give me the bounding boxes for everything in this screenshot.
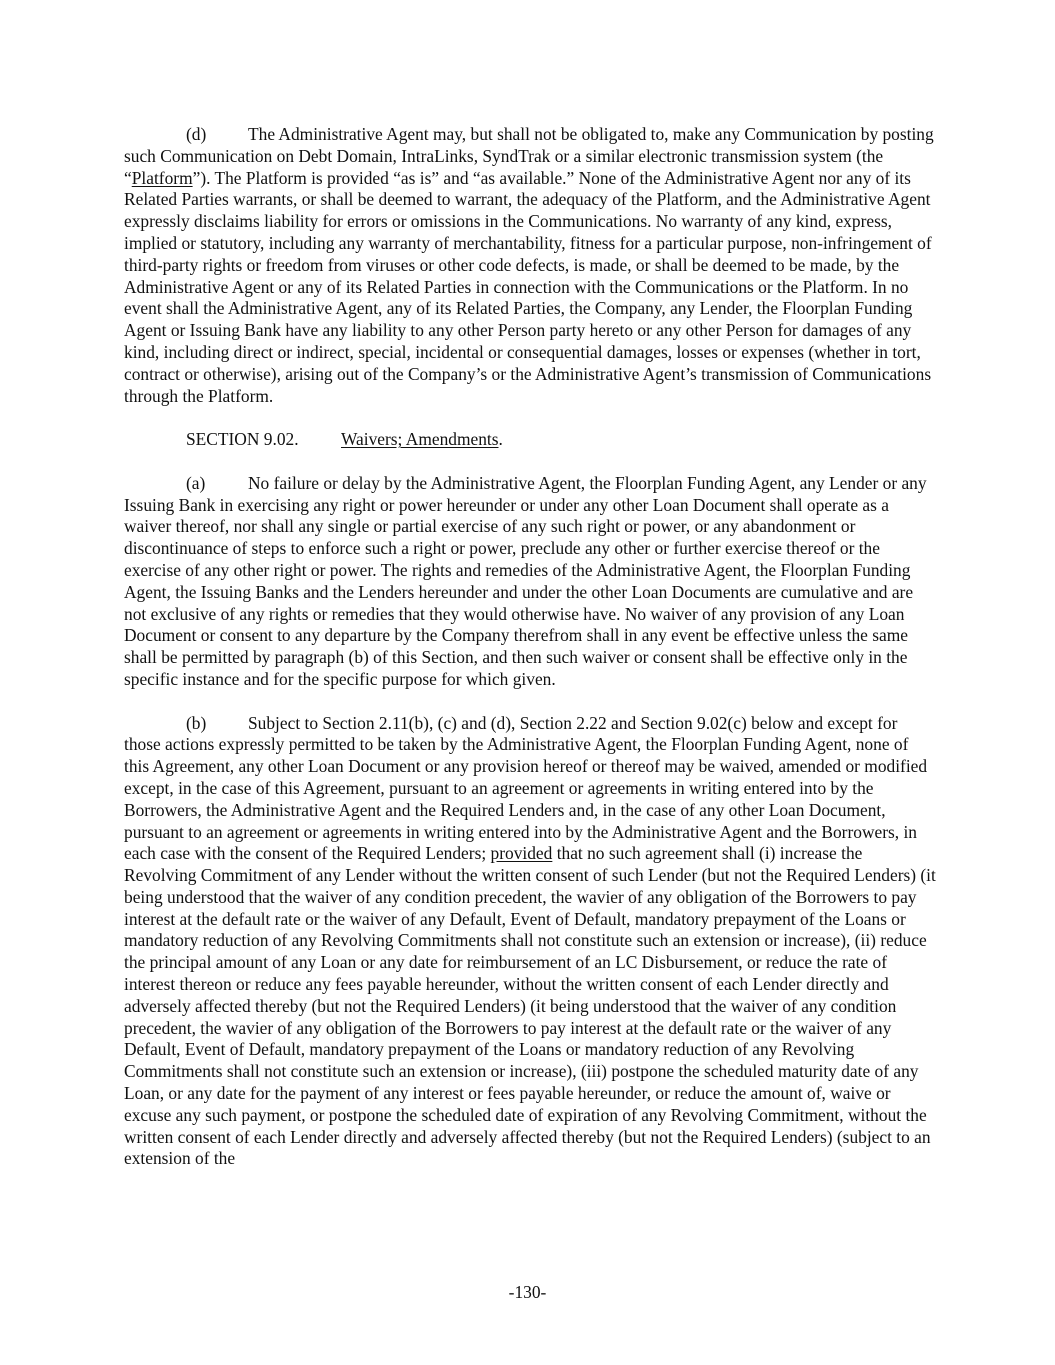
paragraph-a-text: No failure or delay by the Administrative Agent, the Floorplan Funding Agent, any Lender or any Issuing Bank in exercising any right or power hereunder or under any other Loan Document shall operate as a waiver thereof, nor shall any single or partial exercise of any such right or power, or any abandonment or discontinuance of steps to enforce such a right or power, preclude any other or further exercise thereof or the exercise of any other right or power. The rights and remedies of the Administrative Agent, the Floorplan Funding Agent, the Issuing Banks and the Lenders hereunder and under the other Loan Documents are cumulative and are not exclusive of any rights or remedies that they would otherwise have. No waiver of any provision of any Loan Document or consent to any departure by the Company therefrom shall in any event be effective unless the same shall be permitted by paragraph (b) of this Section, and then such waiver or consent shall be effective only in the specific instance and for the specific purpose for which given. <box>124 472 927 689</box>
section-title: Waivers; Amendments <box>341 429 499 450</box>
section-title-period: . <box>498 429 503 450</box>
paragraph-label-a: (a) <box>186 472 206 493</box>
paragraph-b-text-2: that no such agreement shall (i) increase the Revolving Commitment of any Lender without the written consent of such Lender (but not the Required Lenders) (it being understood that the waiver of any condition precedent, the wavier of any obligation of the Borrowers to pay interest at the default rate or the waiver of any Default, Event of Default, mandatory prepayment of the Loans or mandatory reduction of any Revolving Commitments shall not constitute such an extension or increase), (ii) reduce the principal amount of any Loan or any date for reimbursement of an LC Disbursement, or reduce the rate of interest thereon or reduce any fees payable hereunder, without the written consent of each Lender directly and adversely affected thereby (but not the Required Lenders) (it being understood that the waiver of any condition precedent, the wavier of any obligation of the Borrowers to pay interest at the default rate or the waiver of any Default, Event of Default, mandatory prepayment of the Loans or mandatory reduction of any Revolving Commitments shall not constitute such an extension or increase), (iii) postpone the scheduled maturity date of any Loan, or any date for the payment of any interest or fees payable hereunder, or reduce the amount of, waive or excuse any such payment, or postpone the scheduled date of expiration of any Revolving Commitment, without the written consent of each Lender directly and adversely affected thereby (but not the Required Lenders) (subject to an extension of the <box>124 843 936 1169</box>
paragraph-label-d: (d) <box>186 124 207 144</box>
paragraph-d <box>124 124 936 407</box>
defined-term-provided: provided <box>490 843 553 864</box>
section-heading <box>124 429 936 451</box>
paragraph-b <box>124 713 936 1171</box>
paragraph-label-b: (b) <box>186 712 207 733</box>
page-number: -130- <box>508 1282 547 1302</box>
paragraph-b-text-1: Subject to Section 2.11(b), (c) and (d), Section 2.22 and Section 9.02(c) below and except for those actions expressly permitted to be taken by the Administrative Agent, the Floorplan Funding Agent, none of this Agreement, any other Loan Document or any provision hereof or thereof may be waived, amended or modified except, in the case of this Agreement, pursuant to an agreement or agreements in writing entered into by the Borrowers, the Administrative Agent and the Required Lenders and, in the case of any other Loan Document, pursuant to an agreement or agreements in writing entered into by the Administrative Agent and the Borrowers, in each case with the consent of the Required Lenders; <box>124 712 928 864</box>
paragraph-a <box>124 473 936 691</box>
paragraph-d-text-1: The Administrative Agent may, but shall not be obligated to, make any Communication by posting such Communication on Debt Domain, IntraLinks, SyndTrak or a similar electronic transmission system (the “ <box>124 124 934 188</box>
section-number: SECTION 9.02. <box>186 429 299 450</box>
paragraph-d-text-2: ”). The Platform is provided “as is” and “as available.” None of the Administrative Agent nor any of its Related Parties warrants, or shall be deemed to warrant, the adequacy of the Platform, and the Administrative Agent expressly disclaims liability for errors or omissions in the Communications. No warranty of any kind, express, implied or statutory, including any warranty of merchantability, fitness for a particular purpose, non-infringement of third-party rights or freedom from viruses or other code defects, is made, or shall be deemed to be made, by the Administrative Agent or any of its Related Parties in connection with the Communications or the Platform. In no event shall the Administrative Agent, any of its Related Parties, the Company, any Lender, the Floorplan Funding Agent or Issuing Bank have any liability to any other Person party hereto or any other Person for damages of any kind, including direct or indirect, special, incidental or consequential damages, losses or expenses (whether in tort, contract or otherwise), arising out of the Company’s or the Administrative Agent’s transmission of Communications through the Platform. <box>124 167 932 406</box>
defined-term-platform: Platform <box>131 167 193 188</box>
document-page <box>124 124 936 1192</box>
